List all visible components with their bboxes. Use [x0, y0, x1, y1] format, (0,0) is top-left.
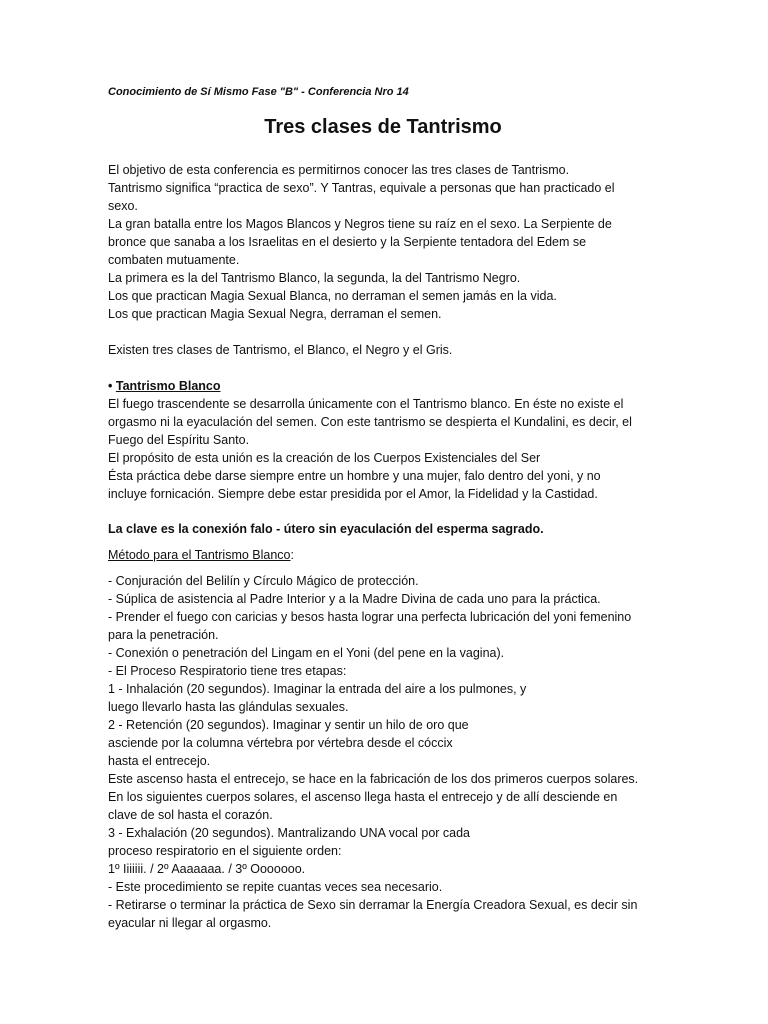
classes-paragraph — [108, 341, 658, 359]
method-line: 1 - Inhalación (20 segundos). Imaginar la entrada del aire a los pulmones, y — [108, 682, 527, 696]
bullet-icon: • — [108, 379, 113, 393]
method-line: para la penetración. — [108, 628, 219, 642]
white-tantrism-heading: Tantrismo Blanco — [115, 379, 221, 393]
method-heading: Método para el Tantrismo Blanco — [108, 548, 291, 562]
white-tantrism-heading-line — [108, 377, 658, 395]
intro-line: Los que practican Magia Sexual Blanca, no derraman el semen jamás en la vida. — [108, 289, 557, 303]
method-line: 1º Iiiiiii. / 2º Aaaaaaa. / 3º Ooooooo. — [108, 862, 306, 876]
intro-line: combaten mutuamente. — [108, 253, 240, 267]
intro-line: La gran batalla entre los Magos Blancos y Negros tiene su raíz en el sexo. La Serpiente de — [108, 217, 612, 231]
white-tantrism-line: orgasmo ni la eyaculación del semen. Con este tantrismo se despierta el Kundalini, es decir, el — [108, 415, 632, 429]
white-tantrism-line: El propósito de esta unión es la creación de los Cuerpos Existenciales del Ser — [108, 451, 541, 465]
method-line: eyacular ni llegar al orgasmo. — [108, 916, 272, 930]
method-line: - Súplica de asistencia al Padre Interior y a la Madre Divina de cada uno para la práctica. — [108, 592, 601, 606]
method-line: luego llevarlo hasta las glándulas sexuales. — [108, 700, 349, 714]
intro-line: Tantrismo significa “practica de sexo”. Y Tantras, equivale a personas que han practicado el — [108, 181, 615, 195]
method-line: - Retirarse o terminar la práctica de Sexo sin derramar la Energía Creadora Sexual, es decir sin — [108, 898, 638, 912]
white-tantrism-line: incluye fornicación. Siempre debe estar presidida por el Amor, la Fidelidad y la Castidad. — [108, 487, 598, 501]
intro-line: Los que practican Magia Sexual Negra, derraman el semen. — [108, 307, 442, 321]
document-header: Conocimiento de Sí Mismo Fase "B" - Conferencia Nro 14 — [108, 86, 409, 98]
method-line: - Conjuración del Belilín y Círculo Mágico de protección. — [108, 574, 419, 588]
white-tantrism-section — [108, 377, 658, 503]
method-line: hasta el entrecejo. — [108, 754, 211, 768]
white-tantrism-line: Fuego del Espíritu Santo. — [108, 433, 250, 447]
method-heading-colon: : — [290, 548, 294, 562]
method-heading-paragraph — [108, 546, 658, 564]
key-line: La clave es la conexión falo - útero sin eyaculación del esperma sagrado. — [108, 522, 544, 536]
method-heading-line — [108, 546, 658, 564]
intro-line: La primera es la del Tantrismo Blanco, la segunda, la del Tantrismo Negro. — [108, 271, 521, 285]
method-line: asciende por la columna vértebra por vértebra desde el cóccix — [108, 736, 453, 750]
method-line: clave de sol hasta el corazón. — [108, 808, 273, 822]
method-line: - Conexión o penetración del Lingam en el Yoni (del pene en la vagina). — [108, 646, 505, 660]
method-line: - Este procedimiento se repite cuantas veces sea necesario. — [108, 880, 443, 894]
intro-line: sexo. — [108, 199, 138, 213]
key-paragraph — [108, 520, 658, 538]
method-line: - Prender el fuego con caricias y besos hasta lograr una perfecta lubricación del yoni femenino — [108, 610, 632, 624]
method-line: 3 - Exhalación (20 segundos). Mantralizando UNA vocal por cada — [108, 826, 471, 840]
method-line: - El Proceso Respiratorio tiene tres etapas: — [108, 664, 347, 678]
white-tantrism-line: El fuego trascendente se desarrolla únicamente con el Tantrismo blanco. En éste no existe el — [108, 397, 624, 411]
intro-paragraph — [108, 161, 658, 323]
method-line: 2 - Retención (20 segundos). Imaginar y sentir un hilo de oro que — [108, 718, 469, 732]
intro-line: bronce que sanaba a los Israelitas en el desierto y la Serpiente tentadora del Edem se — [108, 235, 587, 249]
method-line: En los siguientes cuerpos solares, el ascenso llega hasta el entrecejo y de allí desciende en — [108, 790, 618, 804]
document-title: Tres clases de Tantrismo — [264, 116, 502, 138]
white-tantrism-line: Ésta práctica debe darse siempre entre un hombre y una mujer, falo dentro del yoni, y no — [108, 469, 601, 483]
method-line: Este ascenso hasta el entrecejo, se hace en la fabricación de los dos primeros cuerpos solares. — [108, 772, 639, 786]
intro-line: El objetivo de esta conferencia es permitirnos conocer las tres clases de Tantrismo. — [108, 163, 570, 177]
method-list — [108, 572, 658, 932]
method-line: proceso respiratorio en el siguiente orden: — [108, 844, 342, 858]
classes-line: Existen tres clases de Tantrismo, el Blanco, el Negro y el Gris. — [108, 343, 453, 357]
